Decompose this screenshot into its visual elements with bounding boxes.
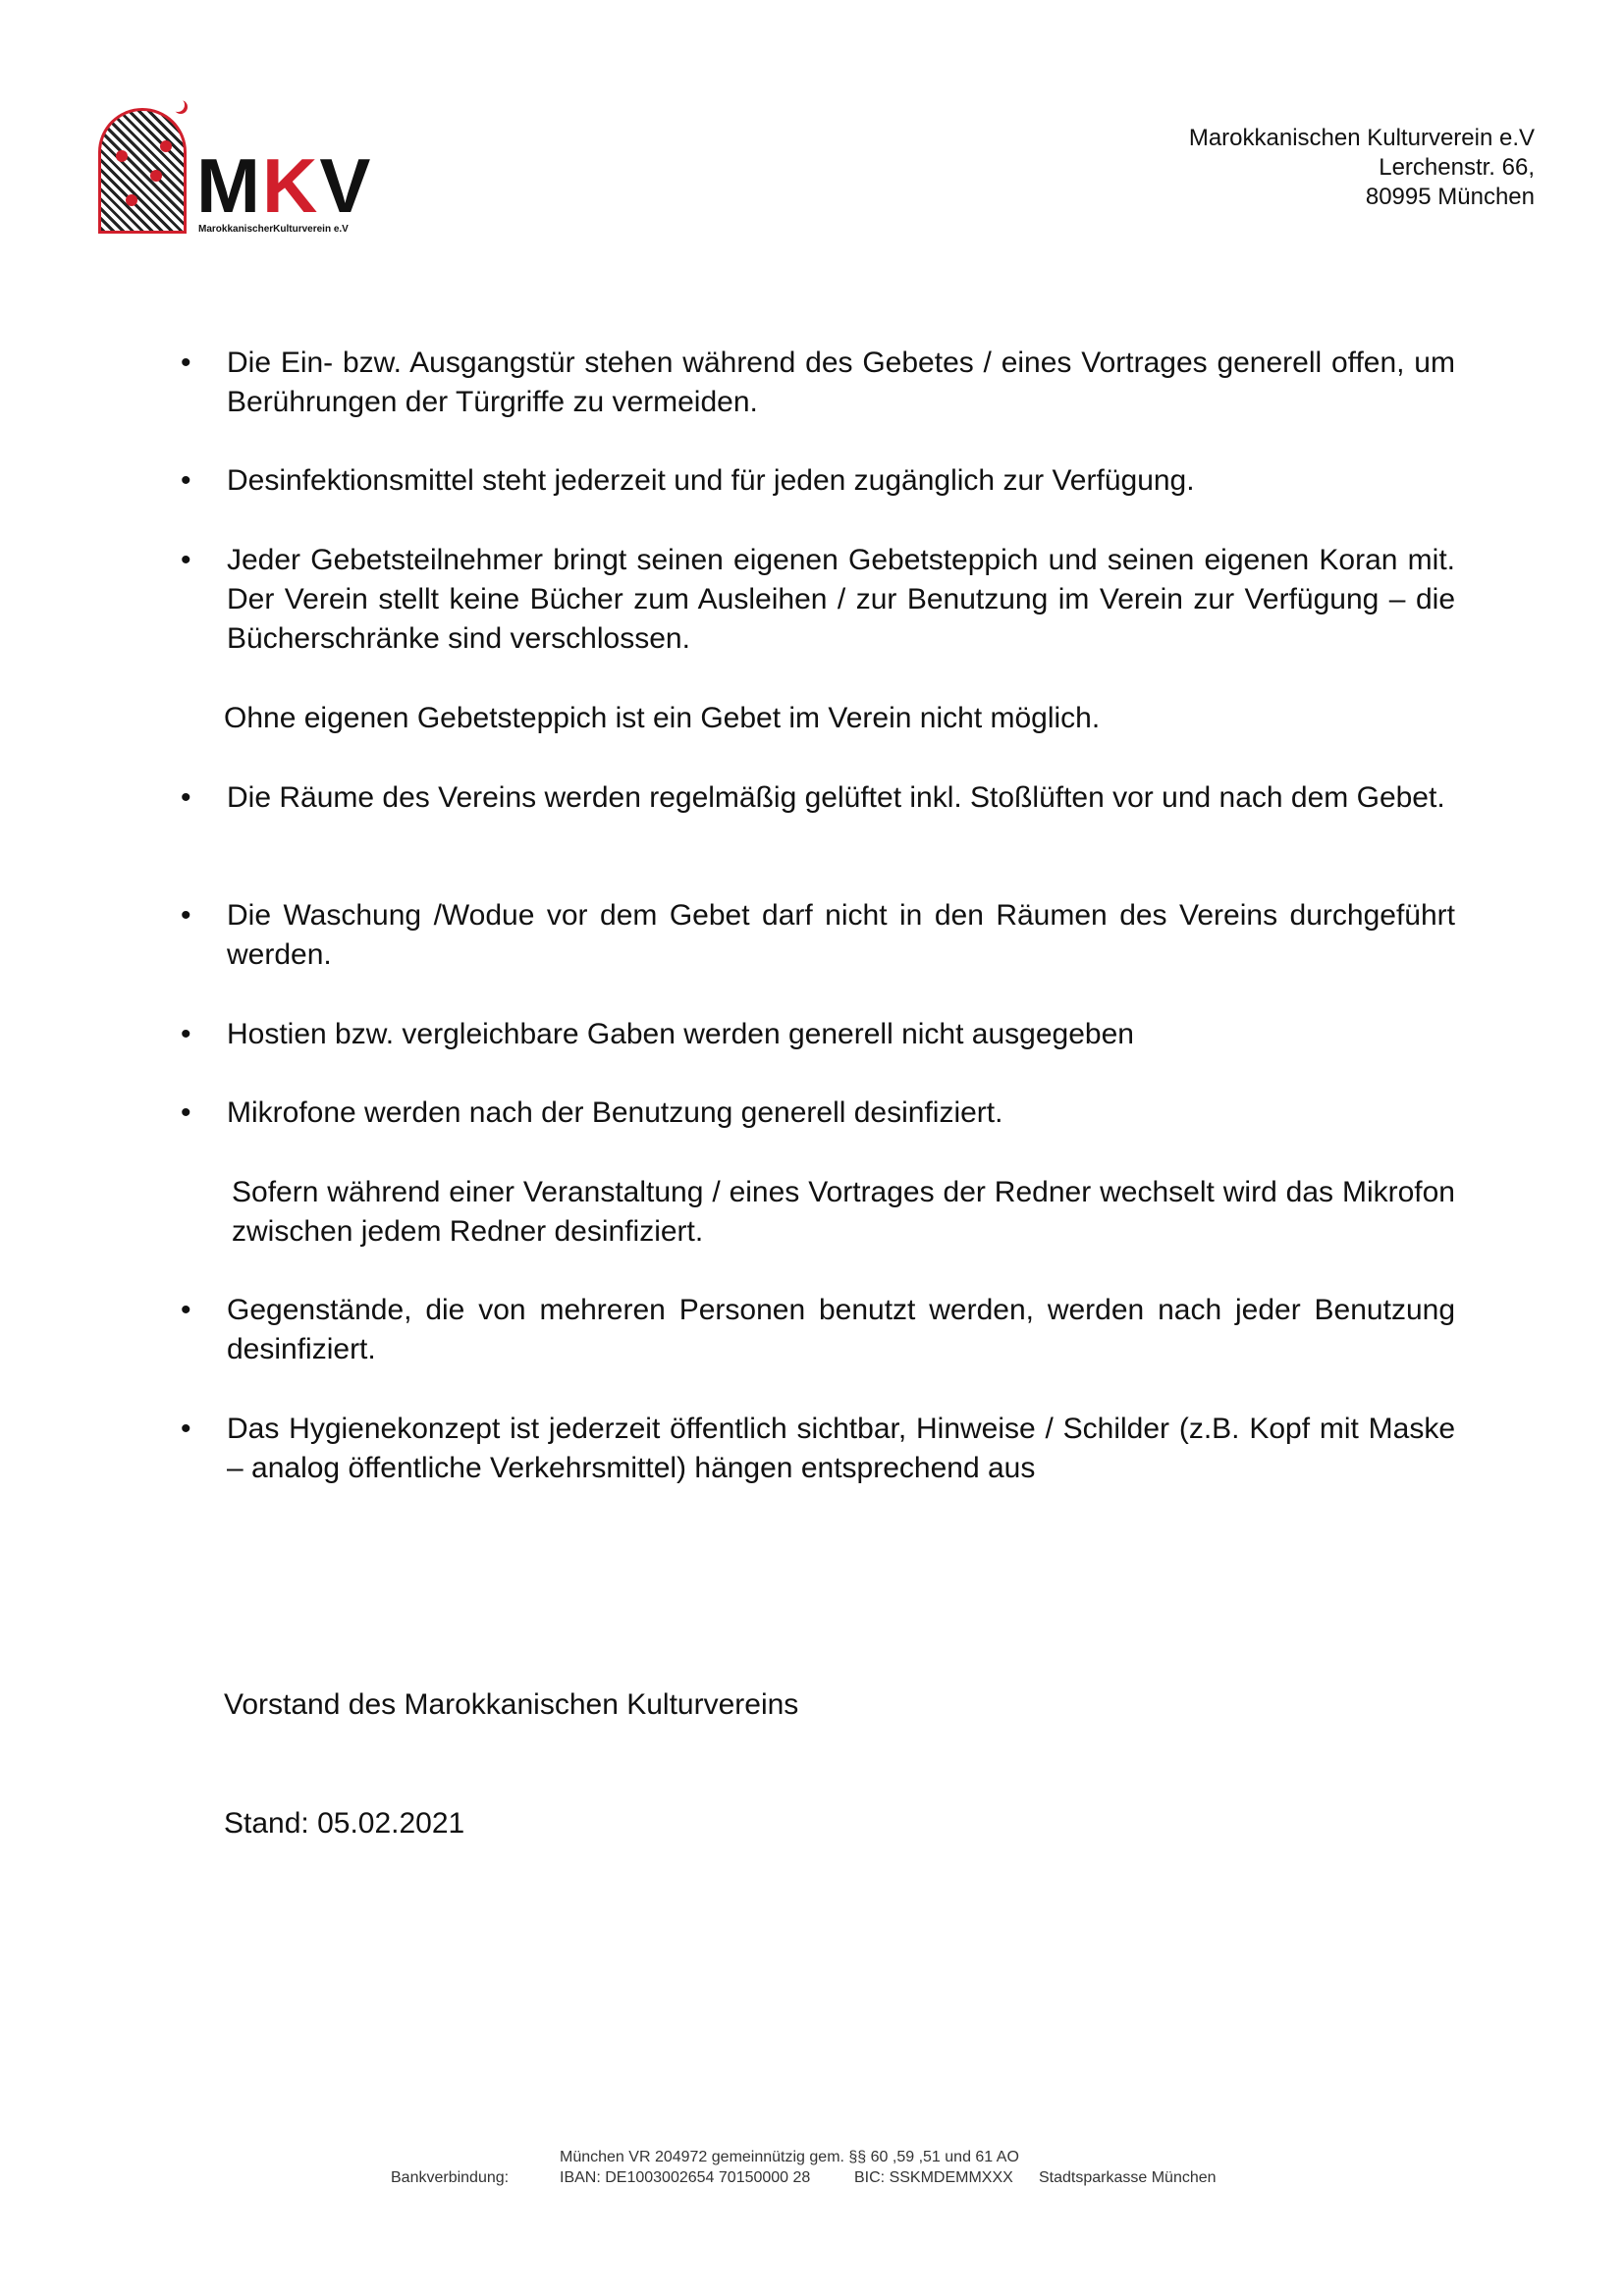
- mkv-logo: [98, 98, 383, 236]
- note-paragraph: Ohne eigenen Gebetsteppich ist ein Gebet im Verein nicht möglich.: [224, 702, 1101, 734]
- bullet-icon: •: [181, 464, 191, 497]
- address-line: 80995 München: [1365, 184, 1535, 210]
- bullet-icon: •: [181, 347, 191, 379]
- bullet-item: Jeder Gebetsteilnehmer bringt seinen eigenen Gebetsteppich und seinen eigenen Koran mit. Der Verein stellt keine Bücher zum Ausleihen / zur Benutzung im Verein zur Verfügung – die Bücherschränke sind verschlossen.: [227, 544, 1455, 655]
- bullet-icon: •: [181, 1096, 191, 1129]
- logo-subtitle: MarokkanischerKulturverein e.V: [198, 224, 349, 235]
- note-paragraph: Sofern während einer Veranstaltung / eines Vortrages der Redner wechselt wird das Mikrofon zwischen jedem Redner desinfiziert.: [232, 1176, 1455, 1248]
- bullet-icon: •: [181, 1018, 191, 1050]
- footer-bank-label: Bankverbindung:: [391, 2169, 510, 2186]
- bullet-item: Gegenstände, die von mehreren Personen benutzt werden, werden nach jeder Benutzung desinfiziert.: [227, 1294, 1455, 1365]
- bullet-item: Das Hygienekonzept ist jederzeit öffentlich sichtbar, Hinweise / Schilder (z.B. Kopf mit Maske – analog öffentliche Verkehrsmittel) hängen entsprechend aus: [227, 1413, 1455, 1484]
- footer-registration: München VR 204972 gemeinnützig gem. §§ 60 ,59 ,51 und 61 AO: [560, 2149, 1019, 2165]
- address-line: Marokkanischen Kulturverein e.V: [1188, 125, 1535, 151]
- sender-address: [1189, 124, 1535, 212]
- address-line: Lerchenstr. 66,: [1379, 154, 1535, 181]
- footer-bank: Stadtsparkasse München: [1039, 2169, 1217, 2186]
- bullet-item: Mikrofone werden nach der Benutzung generell desinfiziert.: [227, 1096, 1003, 1129]
- bullet-item: Die Ein- bzw. Ausgangstür stehen während des Gebetes / eines Vortrages generell offen, um Berührungen der Türgriffe zu vermeiden.: [227, 347, 1455, 418]
- bullet-item: Hostien bzw. vergleichbare Gaben werden generell nicht ausgegeben: [227, 1018, 1134, 1050]
- signature: Vorstand des Marokkanischen Kulturvereins: [224, 1688, 799, 1721]
- arch-calligraphy-emblem: [98, 108, 187, 234]
- bullet-icon: •: [181, 1413, 191, 1445]
- bullet-icon: •: [181, 1294, 191, 1326]
- crescent-icon: [171, 98, 185, 112]
- bullet-item: Desinfektionsmittel steht jederzeit und für jeden zugänglich zur Verfügung.: [227, 464, 1195, 497]
- bullet-icon: •: [181, 544, 191, 576]
- logo-wordmark: MKV: [196, 142, 373, 229]
- bullet-icon: •: [181, 781, 191, 814]
- bullet-item: Die Waschung /Wodue vor dem Gebet darf nicht in den Räumen des Vereins durchgeführt werden.: [227, 899, 1455, 971]
- footer-bic: BIC: SSKMDEMMXXX: [854, 2169, 1013, 2186]
- date-stamp: Stand: 05.02.2021: [224, 1807, 465, 1840]
- footer-iban: IBAN: DE1003002654 70150000 28: [560, 2169, 811, 2186]
- bullet-icon: •: [181, 899, 191, 932]
- bullet-item: Die Räume des Vereins werden regelmäßig gelüftet inkl. Stoßlüften vor und nach dem Gebet.: [227, 781, 1445, 814]
